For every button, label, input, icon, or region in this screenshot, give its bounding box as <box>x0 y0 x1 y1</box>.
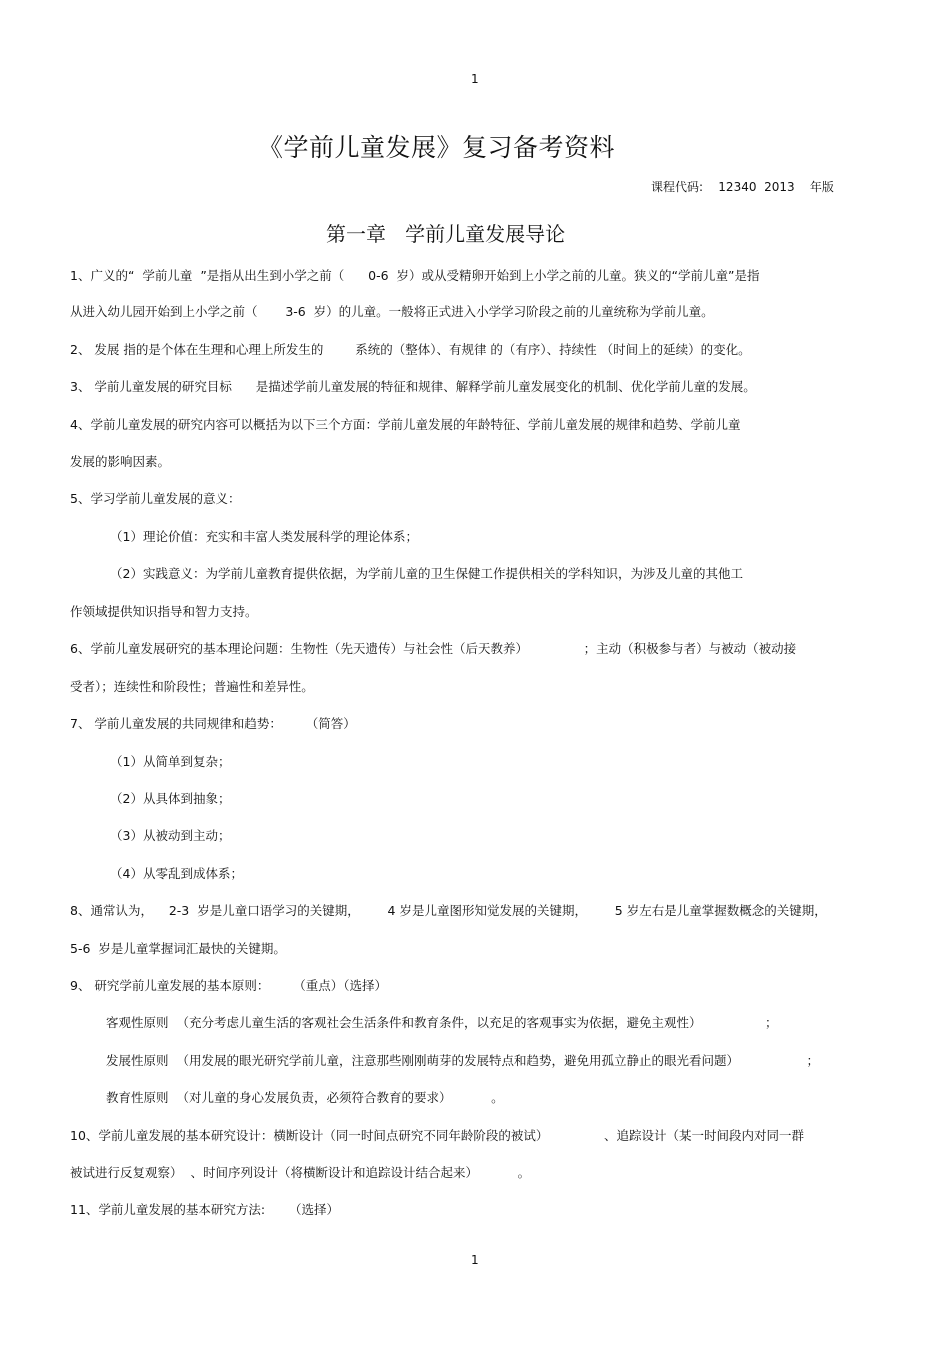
text-line: 被试进行反复观察） 、时间序列设计（将横断设计和追踪设计结合起来） 。 <box>70 1165 531 1180</box>
text-line: （2）实践意义：为学前儿童教育提供依据，为学前儿童的卫生保健工作提供相关的学科知识，为涉及儿童的其他工 <box>110 566 743 581</box>
text-line: 发展性原则 （用发展的眼光研究学前儿童，注意那些刚刚萌芽的发展特点和趋势，避免用孤立静止的眼光看问题） ； <box>106 1053 819 1068</box>
text-line: 5-6 岁是儿童掌握词汇最快的关键期。 <box>70 941 286 956</box>
document-title: 《学前儿童发展》复习备考资料 <box>258 133 616 162</box>
text-line: 7、 学前儿童发展的共同规律和趋势： （简答） <box>70 716 356 731</box>
text-line: （2）从具体到抽象； <box>110 791 231 806</box>
text-line: 客观性原则 （充分考虑儿童生活的客观社会生活条件和教育条件，以充足的客观事实为依据，避免主观性） ； <box>106 1015 778 1030</box>
text-line: （3）从被动到主动； <box>110 828 231 843</box>
text-line: 11、学前儿童发展的基本研究方法: （选择） <box>70 1202 339 1217</box>
text-line: 作领域提供知识指导和智力支持。 <box>70 604 258 619</box>
text-line: 1、广义的“ 学前儿童 ”是指从出生到小学之前（ 0-6 岁）或从受精卵开始到上小学之前的儿童。狭义的“学前儿童”是指 <box>70 268 760 283</box>
text-line: 4、学前儿童发展的研究内容可以概括为以下三个方面：学前儿童发展的年龄特征、学前儿童发展的规律和趋势、学前儿童 <box>70 417 741 432</box>
text-line: （4）从零乱到成体系； <box>110 866 243 881</box>
text-line: （1）从简单到复杂； <box>110 754 231 769</box>
text-line: 发展的影响因素。 <box>70 454 171 469</box>
text-line: （1）理论价值：充实和丰富人类发展科学的理论体系； <box>110 529 418 544</box>
text-line: 从进入幼儿园开始到上小学之前（ 3-6 岁）的儿童。一般将正式进入小学学习阶段之前的儿童统称为学前儿童。 <box>70 304 714 319</box>
text-line: 5、学习学前儿童发展的意义： <box>70 491 241 506</box>
page-number-bottom: 1 <box>471 1253 479 1267</box>
chapter-title: 第一章 学前儿童发展导论 <box>326 222 566 246</box>
page-number-top: 1 <box>471 72 479 86</box>
text-line: 8、通常认为， 2-3 岁是儿童口语学习的关键期， 4 岁是儿童图形知觉发展的关键期， 5 岁左右是儿童掌握数概念的关键期， <box>70 903 827 918</box>
text-line: 受者）；连续性和阶段性；普遍性和差异性。 <box>70 679 314 694</box>
text-line: 10、学前儿童发展的基本研究设计：横断设计（同一时间点研究不同年龄阶段的被试） 、追踪设计（某一时间段内对同一群 <box>70 1128 805 1143</box>
text-line: 3、 学前儿童发展的研究目标 是描述学前儿童发展的特征和规律、解释学前儿童发展变化的机制、优化学前儿童的发展。 <box>70 379 756 394</box>
text-line: 2、 发展 指的是个体在生理和心理上所发生的 系统的（整体）、有规律 的（有序）、持续性 （时间上的延续）的变化。 <box>70 342 751 357</box>
text-line: 6、学前儿童发展研究的基本理论问题：生物性（先天遗传）与社会性（后天教养） ；主动（积极参与者）与被动（被动接 <box>70 641 797 656</box>
text-line: 9、 研究学前儿童发展的基本原则： （重点）（选择） <box>70 978 388 993</box>
text-line: 教育性原则 （对儿童的身心发展负责，必须符合教育的要求） 。 <box>106 1090 504 1105</box>
course-code: 课程代码: 12340 2013 年版 <box>651 180 834 194</box>
